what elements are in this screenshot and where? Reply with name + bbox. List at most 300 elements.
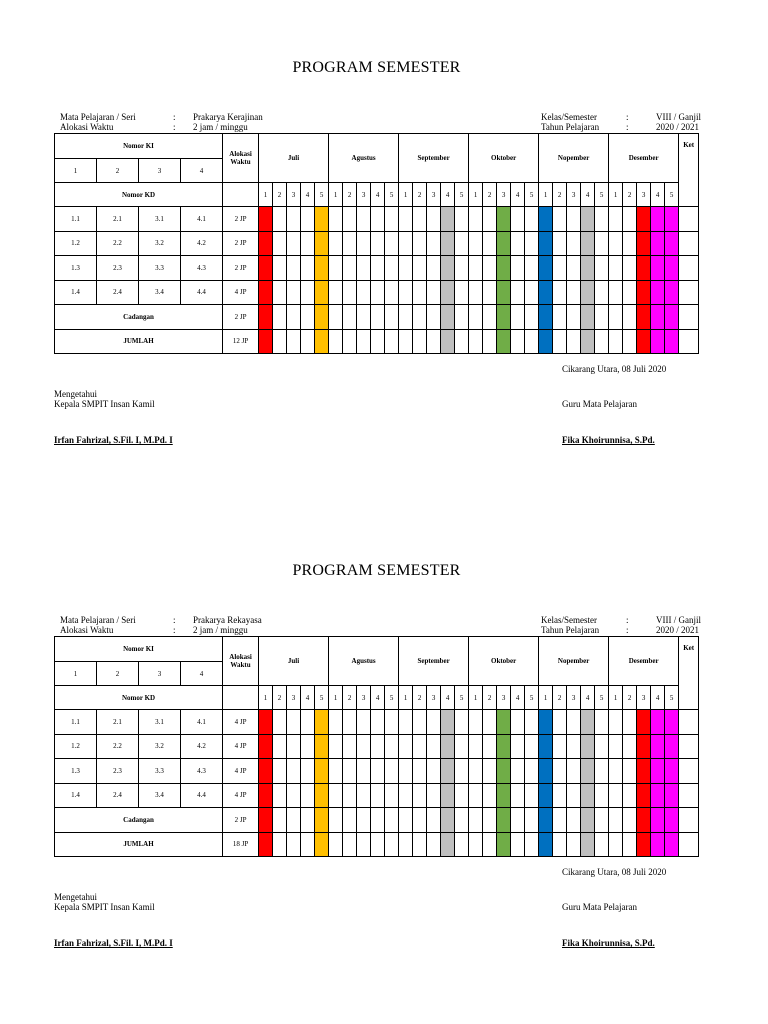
week-number: 1 [539,183,553,207]
week-cell [665,231,679,256]
week-cell [553,832,567,857]
week-cell [483,759,497,784]
week-cell [301,759,315,784]
week-cell [525,207,539,232]
week-cell [637,808,651,833]
week-cell [259,305,273,330]
week-cell [637,734,651,759]
week-number: 3 [287,183,301,207]
ki-number: 2 [97,662,139,686]
week-cell [315,734,329,759]
week-cell [329,710,343,735]
week-cell [371,759,385,784]
week-cell [525,329,539,354]
ket-cell [679,759,699,784]
kd-cell: 2.3 [97,256,139,281]
week-cell [623,710,637,735]
week-cell [273,207,287,232]
cadangan-alokasi: 2 JP [223,305,259,330]
week-cell [665,207,679,232]
alokasi-spacer [223,686,259,710]
week-cell [469,808,483,833]
week-number: 5 [595,183,609,207]
kd-cell: 4.1 [181,207,223,232]
week-cell [343,710,357,735]
week-cell [371,783,385,808]
table-row [55,231,699,256]
kd-cell: 1.2 [55,231,97,256]
kd-cell: 1.3 [55,759,97,784]
week-number: 4 [581,183,595,207]
alokasi-cell: 4 JP [223,783,259,808]
week-cell [511,207,525,232]
week-cell [497,329,511,354]
principal-name: Irfan Fahrizal, S.Fil. I, M.Pd. I [54,938,173,948]
month-header: September [399,134,469,183]
week-cell [357,734,371,759]
week-cell [259,734,273,759]
week-cell [441,710,455,735]
kd-cell: 3.1 [139,710,181,735]
week-cell [427,759,441,784]
week-cell [609,329,623,354]
week-cell [581,759,595,784]
week-cell [553,329,567,354]
week-cell [497,783,511,808]
week-cell [455,329,469,354]
kd-cell: 3.4 [139,280,181,305]
week-cell [329,207,343,232]
week-cell [511,329,525,354]
week-cell [371,808,385,833]
week-number: 4 [441,686,455,710]
week-number: 2 [273,183,287,207]
alokasi-cell: 2 JP [223,231,259,256]
place-date: Cikarang Utara, 08 Juli 2020 [562,867,667,877]
week-cell [539,305,553,330]
week-number: 1 [469,686,483,710]
week-cell [609,759,623,784]
kd-cell: 2.1 [97,207,139,232]
kd-cell: 1.4 [55,280,97,305]
week-cell [357,280,371,305]
week-cell [609,710,623,735]
kd-cell: 2.4 [97,783,139,808]
week-cell [595,280,609,305]
week-cell [651,832,665,857]
week-cell [539,231,553,256]
week-cell [385,808,399,833]
week-cell [399,710,413,735]
week-cell [399,759,413,784]
week-cell [301,305,315,330]
nomor-ki-header: Nomor KI [55,134,223,159]
week-cell [371,710,385,735]
week-cell [287,231,301,256]
week-number: 3 [497,686,511,710]
week-cell [315,280,329,305]
week-cell [343,256,357,281]
week-cell [371,832,385,857]
week-cell [637,832,651,857]
kd-cell: 3.3 [139,256,181,281]
month-header: Agustus [329,134,399,183]
ket-cell [679,734,699,759]
teacher-name: Fika Khoirunnisa, S.Pd. [562,435,655,445]
week-cell [343,207,357,232]
week-cell [329,231,343,256]
kd-cell: 2.2 [97,231,139,256]
week-cell [609,783,623,808]
week-cell [329,808,343,833]
week-cell [287,759,301,784]
week-cell [581,808,595,833]
week-cell [651,759,665,784]
week-cell [581,256,595,281]
week-cell [259,832,273,857]
subject-label: Mata Pelajaran / Seri [60,615,136,625]
week-cell [385,207,399,232]
week-cell [301,832,315,857]
week-cell [553,783,567,808]
week-cell [483,256,497,281]
month-header: Agustus [329,637,399,686]
week-cell [399,329,413,354]
week-cell [567,808,581,833]
month-header: Oktober [469,134,539,183]
week-cell [623,808,637,833]
week-cell [315,329,329,354]
week-number: 3 [427,686,441,710]
week-cell [413,207,427,232]
week-cell [399,305,413,330]
week-cell [455,280,469,305]
week-cell [525,832,539,857]
week-cell [567,734,581,759]
month-header: Juli [259,134,329,183]
week-cell [665,783,679,808]
week-cell [525,231,539,256]
week-cell [427,256,441,281]
acknowledge-text: Mengetahui [54,389,97,399]
week-number: 3 [567,183,581,207]
week-cell [385,759,399,784]
week-number: 2 [483,183,497,207]
week-cell [483,305,497,330]
jumlah-label: JUMLAH [55,329,223,354]
class-value: VIII / Ganjil [656,112,701,122]
week-cell [497,734,511,759]
week-cell [525,305,539,330]
week-cell [301,329,315,354]
week-number: 5 [385,686,399,710]
week-cell [651,256,665,281]
document-title: PROGRAM SEMESTER [292,59,461,76]
schedule-table [54,636,699,857]
week-cell [483,783,497,808]
place-date: Cikarang Utara, 08 Juli 2020 [562,364,667,374]
week-number: 3 [357,686,371,710]
week-cell [441,832,455,857]
week-cell [665,759,679,784]
week-cell [553,710,567,735]
week-cell [455,207,469,232]
week-cell [385,832,399,857]
week-cell [357,759,371,784]
week-cell [287,832,301,857]
ket-cell [679,207,699,232]
week-cell [441,734,455,759]
week-cell [609,832,623,857]
table-row [55,280,699,305]
year-label: Tahun Pelajaran [541,625,600,635]
week-cell [413,783,427,808]
week-cell [385,280,399,305]
week-cell [581,305,595,330]
week-cell [455,231,469,256]
week-cell [595,256,609,281]
kd-cell: 4.1 [181,710,223,735]
week-number: 1 [399,686,413,710]
week-cell [539,207,553,232]
week-number: 1 [609,183,623,207]
cadangan-label: Cadangan [55,808,223,833]
week-cell [301,808,315,833]
week-cell [525,710,539,735]
week-number: 5 [665,183,679,207]
week-cell [511,734,525,759]
week-cell [483,207,497,232]
week-number: 2 [343,183,357,207]
week-cell [553,280,567,305]
week-cell [427,207,441,232]
week-cell [539,808,553,833]
week-cell [301,231,315,256]
week-cell [511,783,525,808]
week-cell [315,710,329,735]
week-cell [399,256,413,281]
week-number: 5 [315,183,329,207]
table-row [55,832,699,857]
week-cell [427,808,441,833]
week-cell [609,231,623,256]
week-cell [595,207,609,232]
week-cell [511,808,525,833]
kd-cell: 3.1 [139,207,181,232]
week-cell [525,280,539,305]
week-number: 1 [399,183,413,207]
week-number: 2 [483,686,497,710]
week-cell [483,329,497,354]
week-cell [651,783,665,808]
kd-cell: 2.4 [97,280,139,305]
week-cell [357,207,371,232]
week-cell [651,329,665,354]
principal-name: Irfan Fahrizal, S.Fil. I, M.Pd. I [54,435,173,445]
week-number: 2 [343,686,357,710]
week-number: 5 [385,183,399,207]
alokasi-cell: 4 JP [223,734,259,759]
alokasi-cell: 4 JP [223,710,259,735]
week-cell [329,734,343,759]
week-cell [259,759,273,784]
week-cell [413,231,427,256]
week-cell [329,832,343,857]
week-cell [357,305,371,330]
week-cell [301,207,315,232]
colon: : [626,615,629,625]
cadangan-alokasi: 2 JP [223,808,259,833]
week-number: 3 [637,686,651,710]
week-cell [259,329,273,354]
week-cell [553,759,567,784]
week-number: 2 [413,183,427,207]
week-cell [315,231,329,256]
week-cell [385,329,399,354]
week-cell [595,832,609,857]
time-label: Alokasi Waktu [60,625,114,635]
week-cell [287,256,301,281]
week-cell [301,734,315,759]
week-cell [427,305,441,330]
week-number: 2 [273,686,287,710]
week-cell [637,305,651,330]
week-cell [301,710,315,735]
week-cell [539,329,553,354]
week-cell [315,808,329,833]
jumlah-alokasi: 12 JP [223,329,259,354]
week-cell [343,329,357,354]
week-number: 5 [455,686,469,710]
week-cell [623,256,637,281]
week-number: 2 [553,686,567,710]
week-cell [315,783,329,808]
week-cell [637,231,651,256]
week-cell [651,734,665,759]
week-cell [427,231,441,256]
week-cell [273,305,287,330]
week-cell [483,832,497,857]
week-cell [665,329,679,354]
week-cell [441,783,455,808]
week-cell [441,305,455,330]
week-cell [511,280,525,305]
week-cell [483,734,497,759]
month-header: Juli [259,637,329,686]
table-row [55,329,699,354]
week-cell [385,783,399,808]
week-cell [343,759,357,784]
kd-cell: 4.4 [181,783,223,808]
teacher-title: Guru Mata Pelajaran [562,399,637,409]
week-cell [469,305,483,330]
week-number: 5 [665,686,679,710]
ket-cell [679,256,699,281]
week-cell [399,832,413,857]
week-cell [385,710,399,735]
ket-cell [679,832,699,857]
alokasi-waktu-label: Alokasi Waktu [229,653,252,669]
week-cell [483,808,497,833]
week-cell [357,329,371,354]
week-cell [413,329,427,354]
kd-cell: 1.3 [55,256,97,281]
week-cell [637,280,651,305]
kd-cell: 1.4 [55,783,97,808]
week-cell [427,783,441,808]
week-cell [469,280,483,305]
week-cell [441,231,455,256]
schedule-table [54,133,699,354]
week-cell [287,280,301,305]
week-cell [469,329,483,354]
nomor-ki-header: Nomor KI [55,637,223,662]
week-cell [399,207,413,232]
week-cell [427,710,441,735]
ki-number: 1 [55,662,97,686]
week-cell [595,783,609,808]
week-cell [497,759,511,784]
week-cell [329,305,343,330]
kd-cell: 3.3 [139,759,181,784]
kd-cell: 2.3 [97,759,139,784]
week-number: 1 [609,686,623,710]
ki-number: 4 [181,159,223,183]
ket-cell [679,710,699,735]
cadangan-label: Cadangan [55,305,223,330]
colon: : [626,112,629,122]
subject-label: Mata Pelajaran / Seri [60,112,136,122]
week-number: 5 [315,686,329,710]
week-cell [623,207,637,232]
week-cell [567,832,581,857]
week-cell [609,256,623,281]
week-cell [609,280,623,305]
week-cell [581,329,595,354]
week-cell [287,329,301,354]
week-cell [399,808,413,833]
week-cell [329,329,343,354]
time-value: 2 jam / minggu [193,122,248,132]
week-cell [623,734,637,759]
week-number: 4 [371,183,385,207]
week-number: 4 [301,183,315,207]
week-cell [567,231,581,256]
colon: : [173,615,176,625]
subject-value: Prakarya Rekayasa [193,615,262,625]
week-cell [259,231,273,256]
week-cell [357,808,371,833]
week-cell [539,280,553,305]
week-cell [539,783,553,808]
acknowledge-text: Mengetahui [54,892,97,902]
week-cell [413,280,427,305]
week-cell [567,759,581,784]
week-cell [483,280,497,305]
week-cell [581,710,595,735]
ket-cell [679,783,699,808]
week-cell [567,207,581,232]
week-cell [511,710,525,735]
week-cell [385,305,399,330]
week-cell [637,256,651,281]
week-cell [595,710,609,735]
week-cell [553,207,567,232]
week-cell [497,207,511,232]
week-cell [469,759,483,784]
week-cell [567,710,581,735]
week-cell [567,280,581,305]
